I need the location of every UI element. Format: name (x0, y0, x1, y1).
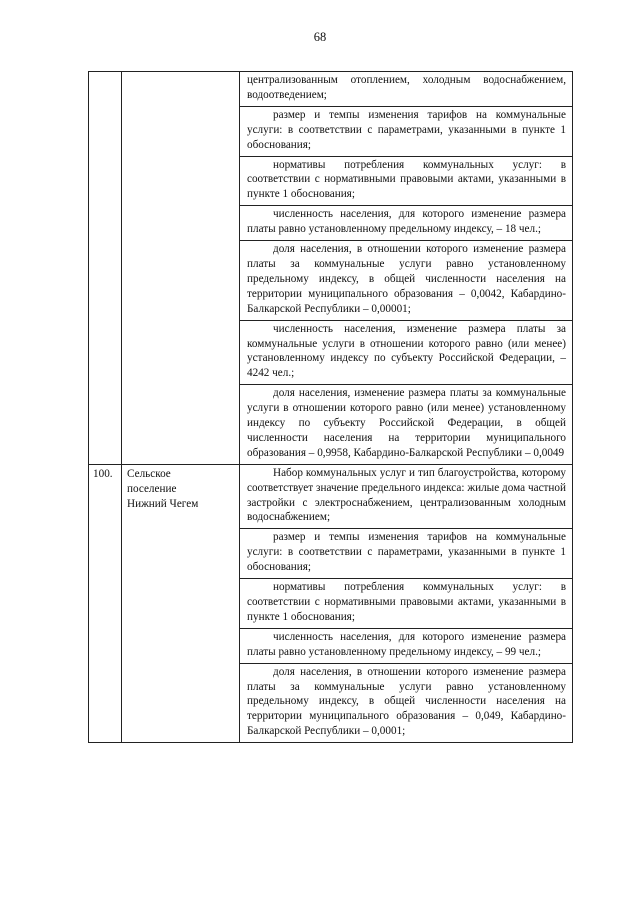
justification-paragraph: нормативы потребления коммунальных услуг: в соответствии с нормативными правовыми актами, указанными в пункте 1 обоснования; (240, 578, 572, 628)
justification-paragraph: размер и темпы изменения тарифов на коммунальные услуги: в соответствии с параметрами, указанными в пункте 1 обоснования; (240, 528, 572, 578)
justification-paragraph: доля населения, в отношении которого изменение размера платы за коммунальные услуги равно установленному предельному индексу, в общей численности населения на территории муниципального образования – 0,0042, Кабардино-Балкарской Республики – 0,00001; (240, 240, 572, 320)
row-number-cell: 100. (89, 464, 122, 742)
justification-paragraph: доля населения, в отношении которого изменение размера платы за коммунальные услуги равно установленному предельному индексу, в общей численности населения на территории муниципального образования – 0,049, Кабардино-Балкарской Республики – 0,0001; (240, 663, 572, 743)
justification-paragraph: численность населения, для которого изменение размера платы равно установленному предельному индексу, – 99 чел.; (240, 628, 572, 663)
justification-paragraph: численность населения, для которого изменение размера платы равно установленному предельному индексу, – 18 чел.; (240, 205, 572, 240)
justification-paragraph: размер и темпы изменения тарифов на коммунальные услуги: в соответствии с параметрами, указанными в пункте 1 обоснования; (240, 106, 572, 156)
settlement-name-line: поселение (127, 482, 177, 495)
settlement-name-cell (122, 72, 240, 465)
settlement-name-cell (122, 464, 240, 742)
row-number-cell (89, 72, 122, 465)
justification-paragraph: доля населения, изменение размера платы за коммунальные услуги в отношении которого равно (или менее) установленному индексу по субъекту Российской Федерации, в общей численности населения на территории муниципального образования – 0,9958, Кабардино-Балкарской Республики – 0,0049 (240, 384, 572, 464)
table-row (89, 464, 573, 742)
justification-cell (240, 464, 573, 742)
justification-paragraph: численность населения, изменение размера платы за коммунальные услуги в отношении которого равно (или менее) установленному индексу по субъекту Российской Федерации, – 4242 чел.; (240, 320, 572, 385)
justification-paragraph: Набор коммунальных услуг и тип благоустройства, которому соответствует значение предельного индекса: жилые дома частной застройки с электроснабжением, централизованным холодным водоснабжением; (247, 466, 566, 524)
page-number: 68 (313, 30, 327, 44)
settlement-name-line: Нижний Чегем (127, 497, 199, 510)
table-row (89, 72, 573, 465)
justification-cell (240, 72, 573, 465)
tariff-justification-table (88, 71, 573, 743)
justification-paragraph: нормативы потребления коммунальных услуг: в соответствии с нормативными правовыми актами, указанными в пункте 1 обоснования; (240, 156, 572, 206)
settlement-name-line: Сельское (127, 467, 171, 480)
justification-paragraph: централизованным отоплением, холодным водоснабжением, водоотведением; (247, 74, 566, 101)
